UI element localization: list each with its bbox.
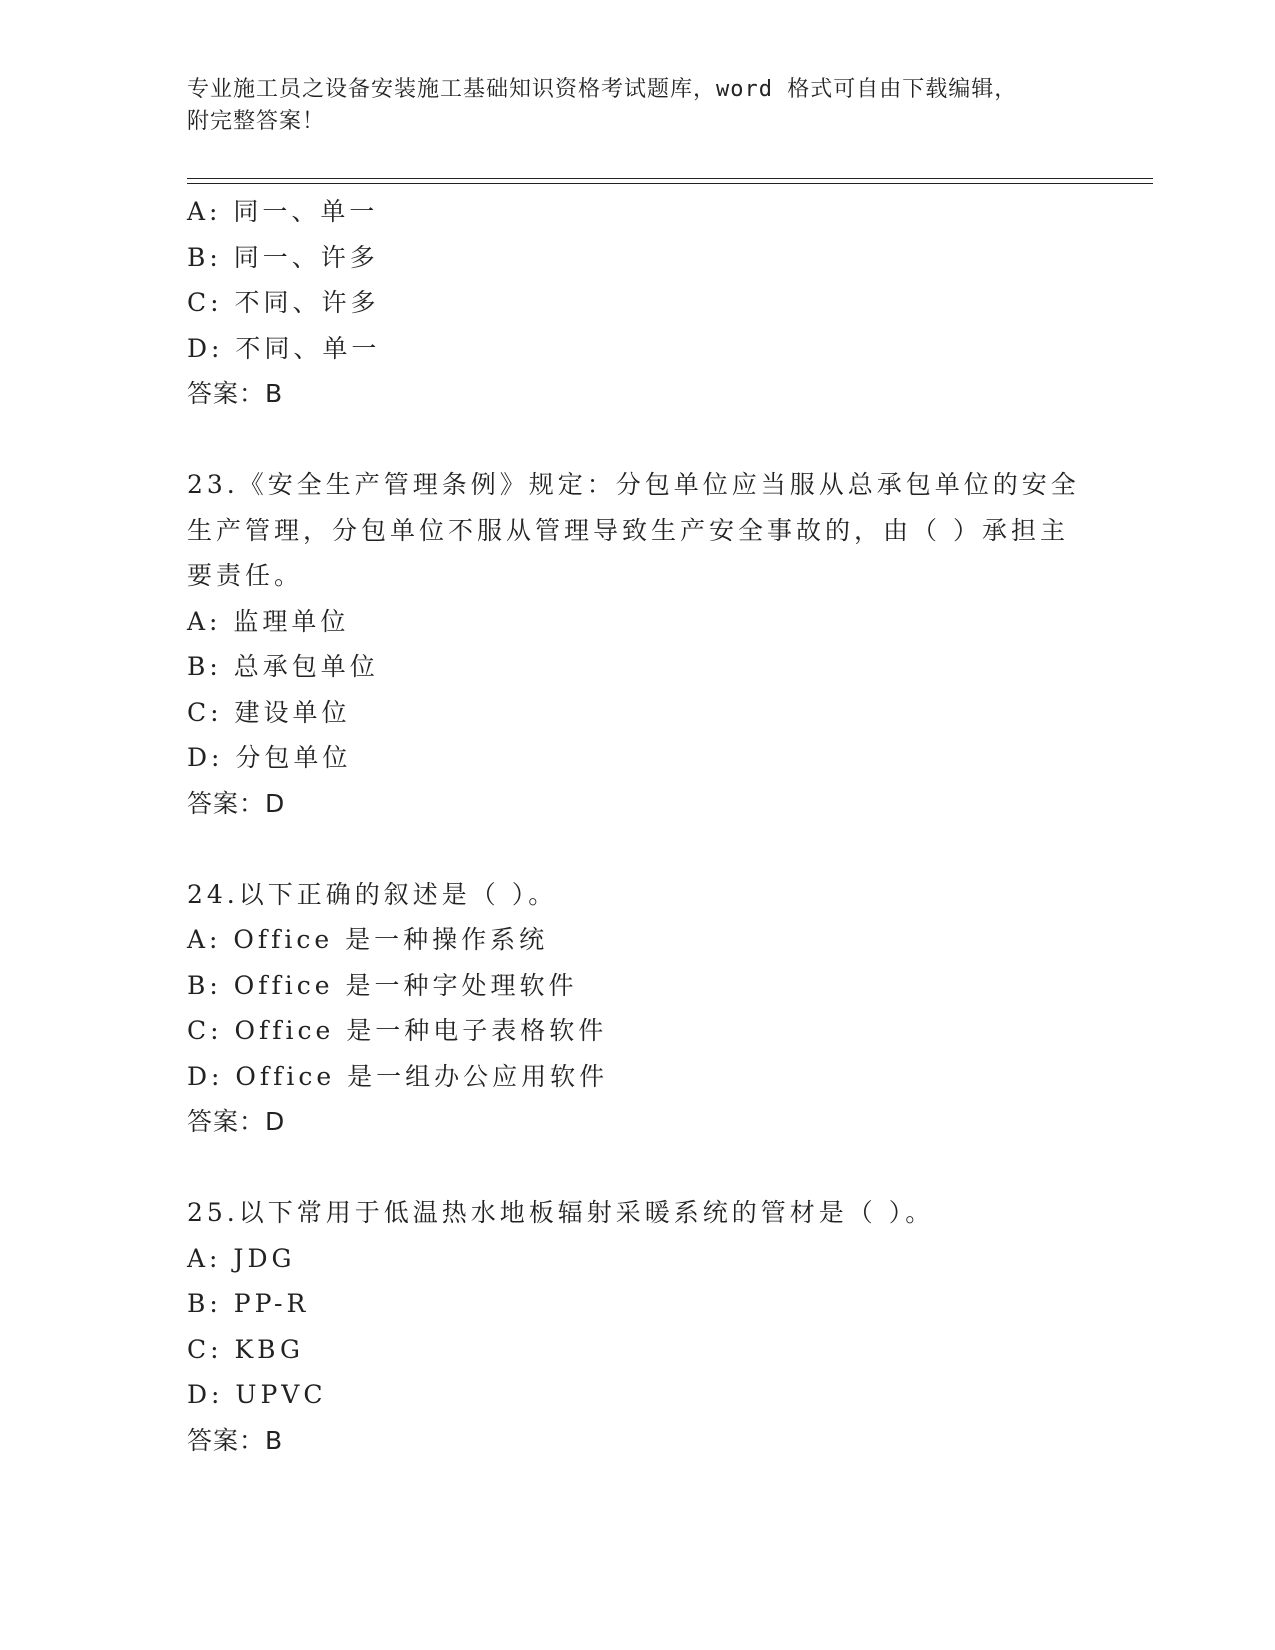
spacer — [187, 1145, 1087, 1191]
question-text: 要责任。 — [187, 561, 304, 590]
answer: 答案：B — [187, 379, 284, 408]
option-d: D: UPVC — [187, 1380, 327, 1409]
spacer — [187, 417, 1087, 463]
header-line-2: 附完整答案！ — [187, 109, 326, 134]
answer: 答案：D — [187, 1107, 286, 1136]
header-divider-top — [187, 178, 1153, 179]
answer: 答案：D — [187, 788, 286, 818]
option-d: D: 分包单位 — [187, 743, 352, 772]
question-text: 生产管理，分包单位不服从管理导致生产安全事故的，由（ ）承担主 — [187, 515, 1069, 545]
question-text: 23.《安全生产管理条例》规定：分包单位应当服从总承包单位的安全 — [187, 470, 1080, 499]
answer: 答案：B — [187, 1425, 284, 1455]
header-line-1: 专业施工员之设备安装施工基础知识资格考试题库，word 格式可自由下载编辑， — [187, 77, 1018, 102]
option-a: A: JDG — [187, 1243, 296, 1273]
option-b: B: PP-R — [187, 1289, 310, 1318]
option-a: A: 同一、单一 — [187, 197, 379, 226]
option-b: B: 同一、许多 — [187, 242, 379, 272]
header-divider-bottom — [187, 183, 1153, 184]
question-24 — [187, 872, 1087, 1145]
option-d: D: 不同、单一 — [187, 333, 381, 363]
document-header — [187, 74, 1087, 138]
option-b: B: Office 是一种字处理软件 — [187, 970, 578, 1000]
question-content — [187, 189, 1087, 1463]
question-text: 25.以下常用于低温热水地板辐射采暖系统的管材是（ ）。 — [187, 1198, 935, 1227]
option-c: C: 建设单位 — [187, 697, 351, 727]
option-a: A: Office 是一种操作系统 — [187, 925, 549, 954]
option-d: D: Office 是一组办公应用软件 — [187, 1061, 609, 1091]
option-a: A: 监理单位 — [187, 606, 350, 636]
question-text: 24.以下正确的叙述是（ ）。 — [187, 879, 558, 909]
option-c: C: KBG — [187, 1334, 304, 1364]
option-c: C: 不同、许多 — [187, 288, 380, 317]
question-23 — [187, 462, 1087, 826]
option-c: C: Office 是一种电子表格软件 — [187, 1016, 608, 1045]
question-25 — [187, 1190, 1087, 1463]
question-22 — [187, 189, 1087, 417]
option-b: B: 总承包单位 — [187, 652, 379, 681]
spacer — [187, 826, 1087, 872]
